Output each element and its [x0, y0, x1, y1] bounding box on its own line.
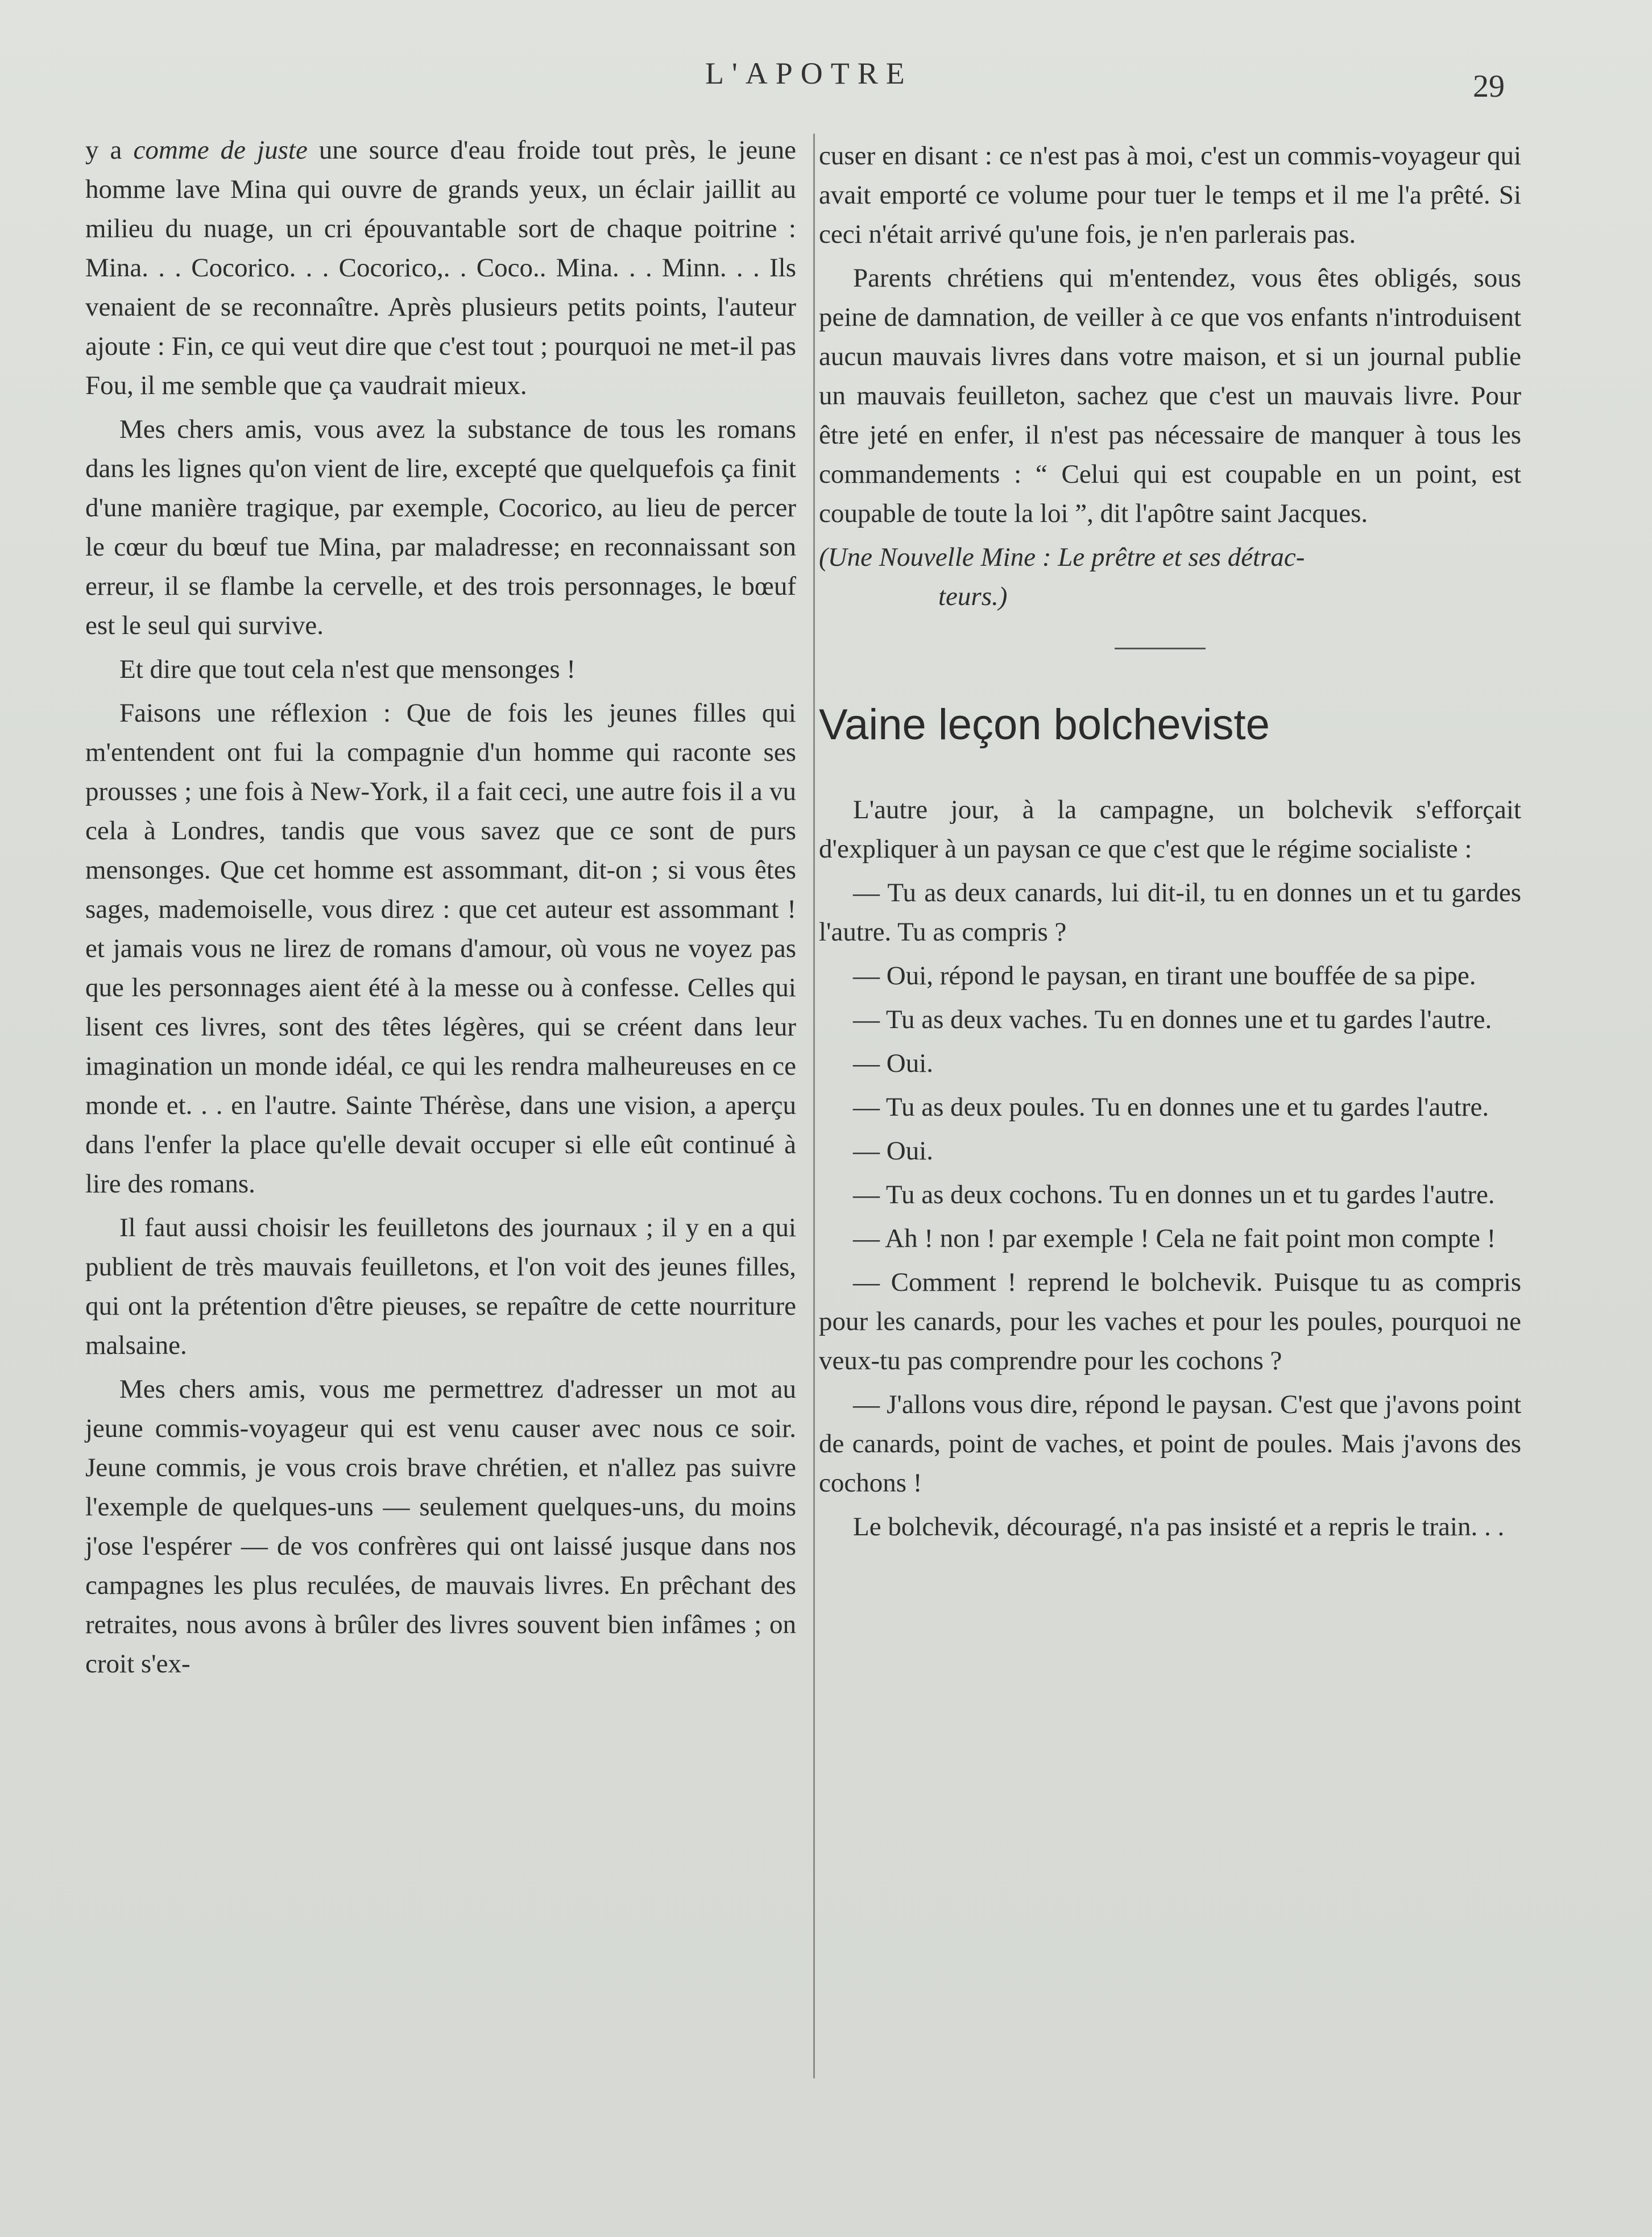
citation-line: teurs.)	[938, 582, 1008, 611]
paragraph-text: y a	[85, 135, 134, 165]
article-title: Vaine leçon bolcheviste	[819, 701, 1270, 749]
dialogue-line: — Tu as deux canards, lui dit-il, tu en donnes un et tu gardes l'autre. Tu as compris ?	[819, 878, 1521, 947]
running-head: L'APOTRE	[705, 56, 913, 90]
dialogue-line: — Tu as deux vaches. Tu en donnes une et tu gardes l'autre.	[853, 1005, 1492, 1034]
dialogue-line: — Oui.	[853, 1049, 933, 1078]
dialogue-line: — J'allons vous dire, répond le paysan. C'est que j'avons point de canards, point de vaches, et point de poules. Mais j'avons des cochons !	[819, 1390, 1521, 1498]
paragraph: Mes chers amis, vous avez la substance de tous les romans dans les lignes qu'on vient de lire, excepté que quelquefois ça finit d'une manière tragique, par exemple, Cocorico, au lieu de percer le cœur du bœuf tue Mina, par maladresse; en reconnaissant son erreur, il se flambe la cervelle, et des trois personnages, le bœuf est le seul qui survive.	[85, 415, 796, 640]
paragraph: Faisons une réflexion : Que de fois les jeunes filles qui m'entendent ont fui la compagnie d'un homme qui raconte ses prousses ; une fois à New-York, il a fait ceci, une autre fois il a vu cela à Londres, tandis que vous savez que ce sont de purs mensonges. Que cet homme est assommant, dit-on ; si vous êtes sages, mademoiselle, vous direz : que cet auteur est assommant ! et jamais vous ne lirez de romans d'amour, où vous ne voyez pas que les personnages aient été à la messe ou à confesse. Celles qui lisent ces livres, sont des têtes légères, qui se créent dans leur imagination un monde idéal, ce qui les rendra malheureuses en ce monde et. . . en l'autre. Sainte Thérèse, dans une vision, a aperçu dans l'enfer la place qu'elle devait occuper si elle eût continué à lire des romans.	[85, 698, 796, 1199]
dialogue-line: — Tu as deux poules. Tu en donnes une et tu gardes l'autre.	[853, 1092, 1489, 1122]
page-number: 29	[1473, 69, 1505, 104]
paragraph	[85, 131, 796, 405]
dialogue-line: — Ah ! non ! par exemple ! Cela ne fait point mon compte !	[853, 1224, 1496, 1253]
paragraph: L'autre jour, à la campagne, un bolchevik s'efforçait d'expliquer à un paysan ce que c'est que le régime socialiste :	[819, 795, 1521, 864]
paragraph: cuser en disant : ce n'est pas à moi, c'est un commis-voyageur qui avait emporté ce volume pour tuer le temps et il me l'a prêté. Si ceci n'était arrivé qu'une fois, je n'en parlerais pas.	[819, 141, 1521, 249]
column-divider	[813, 134, 815, 2078]
paragraph: Mes chers amis, vous me permettrez d'adresser un mot au jeune commis-voyageur qui est venu causer avec nous ce soir. Jeune commis, je vous crois brave chrétien, et n'allez pas suivre l'exemple de quelques-uns — seulement quelques-uns, du moins j'ose l'espérer — de vos confrères qui ont laissé jusque dans nos campagnes les plus reculées, de mauvais livres. En prêchant des retraites, nous avons à brûler des livres souvent bien infâmes ; on croit s'ex-	[85, 1374, 796, 1679]
italic-phrase: comme de juste	[133, 135, 308, 165]
citation-line: (Une Nouvelle Mine : Le prêtre et ses détrac-	[819, 542, 1305, 572]
section-separator	[1115, 648, 1206, 649]
right-column	[819, 136, 1521, 1551]
paragraph: Le bolchevik, découragé, n'a pas insisté et a repris le train. . .	[853, 1512, 1505, 1542]
paragraph-text: une source d'eau froide tout près, le jeune homme lave Mina qui ouvre de grands yeux, un éclair jaillit au milieu du nuage, un cri épouvantable sort de chaque poitrine : Mina. . . Cocorico. . . Cocorico,. . Coco.. Mina. . . Minn. . . Ils venaient de se reconnaître. Après plusieurs petits points, l'auteur ajoute : Fin, ce qui veut dire que c'est tout ; pourquoi ne met-il pas Fou, il me semble que ça vaudrait mieux.	[85, 135, 797, 400]
dialogue-line: — Tu as deux cochons. Tu en donnes un et tu gardes l'autre.	[853, 1180, 1495, 1209]
paragraph: Il faut aussi choisir les feuilletons des journaux ; il y en a qui publient de très mauvais feuilletons, et l'on voit des jeunes filles, qui ont la prétention d'être pieuses, se repaître de cette nourriture malsaine.	[85, 1213, 796, 1360]
paragraph: Parents chrétiens qui m'entendez, vous êtes obligés, sous peine de damnation, de veiller à ce que vos enfants n'introduisent aucun mauvais livres dans votre maison, et si un journal publie un mauvais feuilleton, sachez que c'est un mauvais livre. Pour être jeté en enfer, il n'est pas nécessaire de manquer à tous les commandements : “ Celui qui est coupable en un point, est coupable de toute la loi ”, dit l'apôtre saint Jacques.	[819, 263, 1521, 528]
dialogue-line: — Oui.	[853, 1136, 933, 1166]
left-column	[85, 131, 796, 1688]
citation	[819, 538, 1521, 616]
dialogue-line: — Oui, répond le paysan, en tirant une bouffée de sa pipe.	[853, 961, 1476, 991]
paragraph: Et dire que tout cela n'est que mensonges !	[119, 654, 576, 684]
dialogue-line: — Comment ! reprend le bolchevik. Puisque tu as compris pour les canards, pour les vaches et pour les poules, pourquoi ne veux-tu pas comprendre pour les cochons ?	[819, 1267, 1521, 1376]
